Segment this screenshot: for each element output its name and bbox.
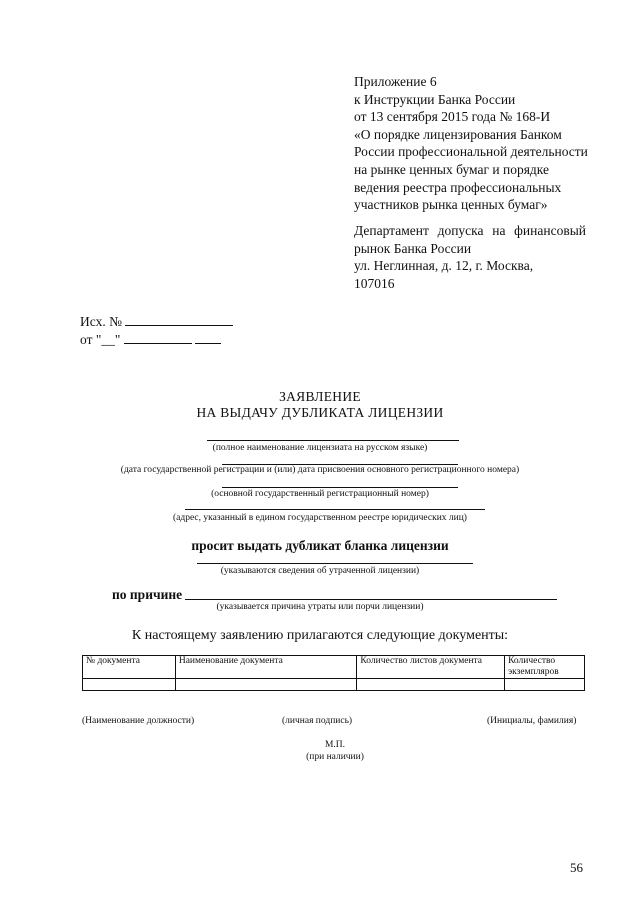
reason-field[interactable] <box>185 599 557 600</box>
signature-caption: (личная подпись) <box>282 716 353 726</box>
appendix-line: ведения реестра профессиональных <box>354 179 562 195</box>
license-details-caption: (указываются сведения об утраченной лицензии) <box>220 566 420 576</box>
title-line-1: ЗАЯВЛЕНИЕ <box>279 389 361 404</box>
table-cell[interactable] <box>505 679 585 691</box>
appendix-line: к Инструкции Банка России <box>354 91 516 107</box>
column-header: Количество листов документа <box>357 656 505 679</box>
addressee-line: рынок Банка России <box>354 240 472 256</box>
outgoing-date-label: от "__" <box>80 332 121 347</box>
license-details-field[interactable] <box>197 563 473 564</box>
document-title <box>150 389 490 421</box>
table-header-row <box>83 656 585 679</box>
appendix-reference <box>354 73 604 214</box>
outgoing-date-field[interactable] <box>124 333 192 344</box>
request-text: просит выдать дубликат бланка лицензии <box>191 538 449 553</box>
appendix-line: Приложение 6 <box>354 74 437 89</box>
appendix-line: на рынке ценных бумаг и порядке <box>354 161 549 177</box>
ogrn-field[interactable] <box>222 487 458 488</box>
outgoing-year-field[interactable] <box>195 333 221 344</box>
address-field[interactable] <box>185 509 485 510</box>
title-line-2: НА ВЫДАЧУ ДУБЛИКАТА ЛИЦЕНЗИИ <box>196 405 444 420</box>
appendix-line: «О порядке лицензирования Банком <box>354 126 562 142</box>
registration-date-caption: (дата государственной регистрации и (или) дата присвоения основного регистрационного номера) <box>120 465 520 475</box>
seal-note: (при наличии) <box>306 752 364 762</box>
addressee-line: 107016 <box>354 275 395 291</box>
seal-block <box>300 739 370 763</box>
reason-caption: (указывается причина утраты или порчи лицензии) <box>216 602 424 612</box>
column-header: № документа <box>83 656 176 679</box>
table-cell[interactable] <box>175 679 357 691</box>
seal-label: М.П. <box>324 740 346 750</box>
column-header: Наименование документа <box>175 656 357 679</box>
table-row <box>83 679 585 691</box>
column-header: Количество экземпляров <box>505 656 585 679</box>
outgoing-number-label: Исх. № <box>80 314 122 329</box>
addressee-line: ул. Неглинная, д. 12, г. Москва, <box>354 258 534 273</box>
address-caption: (адрес, указанный в едином государственном реестре юридических лиц) <box>173 513 467 523</box>
licensee-name-field[interactable] <box>207 440 459 441</box>
ogrn-caption: (основной государственный регистрационный номер) <box>211 489 429 499</box>
addressee-block <box>354 222 586 292</box>
licensee-name-caption: (полное наименование лицензиата на русском языке) <box>212 443 428 453</box>
appendix-line: участников рынка ценных бумаг» <box>354 197 548 213</box>
page-number: 56 <box>570 860 583 875</box>
appendix-line: России профессиональной деятельности <box>354 144 588 160</box>
table-cell[interactable] <box>357 679 505 691</box>
attachments-table <box>82 655 585 691</box>
name-caption: (Инициалы, фамилия) <box>487 716 577 726</box>
position-caption: (Наименование должности) <box>82 716 195 726</box>
reason-label: по причине <box>112 587 183 602</box>
outgoing-number-field[interactable] <box>125 315 233 326</box>
appendix-line: от 13 сентября 2015 года № 168-И <box>354 109 551 125</box>
addressee-line: Департамент допуска на финансовый <box>354 223 586 238</box>
outgoing-reference <box>80 313 233 349</box>
attachments-heading: К настоящему заявлению прилагаются следующие документы: <box>131 628 509 643</box>
table-cell[interactable] <box>83 679 176 691</box>
